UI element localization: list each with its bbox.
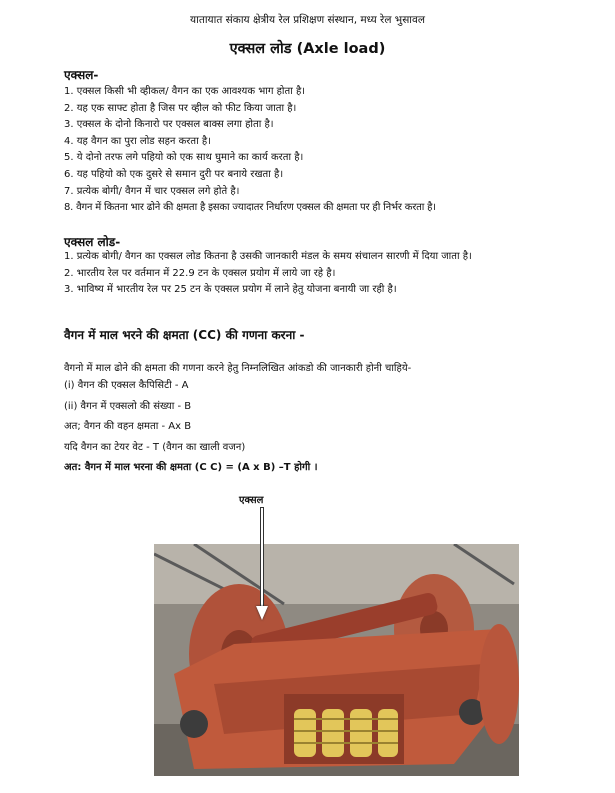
list-item: 2. भारतीय रेल पर वर्तमान में 22.9 टन के एक्सल प्रयोग में लाये जा रहे है।	[64, 267, 336, 279]
axle-list	[64, 84, 584, 217]
axle-load-list	[64, 249, 584, 299]
capacity-formula	[64, 376, 584, 479]
photo-axle-label: एक्सल	[239, 495, 264, 506]
axle-heading: एक्सल-	[64, 68, 99, 82]
formula-line: (i) वैगन की एक्सल कैपिसिटी - A	[64, 380, 189, 391]
list-item: 4. यह वैगन का पुरा लोड सहन करता है।	[64, 135, 211, 147]
list-item: 6. यह पहियो को एक दुसरे से समान दुरी पर बनाये रखता है।	[64, 168, 284, 180]
capacity-intro: वैगनो में माल ढोने की क्षमता की गणना करने हेतु निम्नलिखित आंकडो की जानकारी होनी चाहिये-	[64, 363, 412, 374]
institute-header: यातायात संकाय क्षेत्रीय रेल प्रशिक्षण संस्थान, मध्य रेल भुसावल	[190, 14, 425, 26]
formula-line: अत; वैगन की वहन क्षमता - Ax B	[64, 421, 192, 433]
list-item: 1. प्रत्येक बोगी/ वैगन का एक्सल लोड कितना है उसकी जानकारी मंडल के समय संचालन सारणी में दिया जाता है।	[64, 251, 472, 262]
formula-line: अत: वैगन में माल भरना की क्षमता (C C) = (A x B) –T होगी ।	[64, 462, 318, 474]
list-item: 3. भाविष्य में भारतीय रेल पर 25 टन के एक्सल प्रयोग में लाने हेतु योजना बनायी जा रही है।	[64, 284, 397, 296]
formula-line: (ii) वैगन में एक्सलो की संख्या - B	[64, 400, 192, 412]
axle-pointer-arrow	[256, 606, 268, 620]
list-item: 3. एक्सल के दोनो किनारो पर एक्सल बाक्स लगा होता है।	[64, 119, 274, 131]
axle-load-heading: एक्सल लोड-	[64, 235, 121, 249]
axle-pointer-line	[261, 508, 263, 608]
list-item: 8. वैगन में कितना भार ढोने की क्षमता है इसका ज्यादातर निर्धारण एक्सल की क्षमता पर ही निर्भर करता है।	[64, 202, 436, 214]
list-item: 1. एक्सल किसी भी व्हीकल/ वैगन का एक आवश्यक भाग होता है।	[64, 86, 306, 97]
axle-box-left	[180, 710, 208, 738]
wheel-right-front	[479, 624, 519, 744]
page-title: एक्सल लोड (Axle load)	[229, 41, 386, 57]
formula-line: यदि वैगन का टेयर वेट - T (वैगन का खाली वजन)	[64, 441, 246, 453]
bogie-photo	[154, 544, 519, 776]
capacity-heading: वैगन में माल भरने की क्षमता (CC) की गणना करना -	[64, 328, 305, 342]
list-item: 5. ये दोनो तरफ लगे पहियो को एक साथ घुमाने का कार्य करता है।	[64, 152, 304, 164]
list-item: 2. यह एक साफ्ट होता है जिस पर व्हील को फीट किया जाता है।	[64, 102, 297, 114]
list-item: 7. प्रत्येक बोगी/ वैगन में चार एक्सल लगे होते है।	[64, 185, 240, 197]
